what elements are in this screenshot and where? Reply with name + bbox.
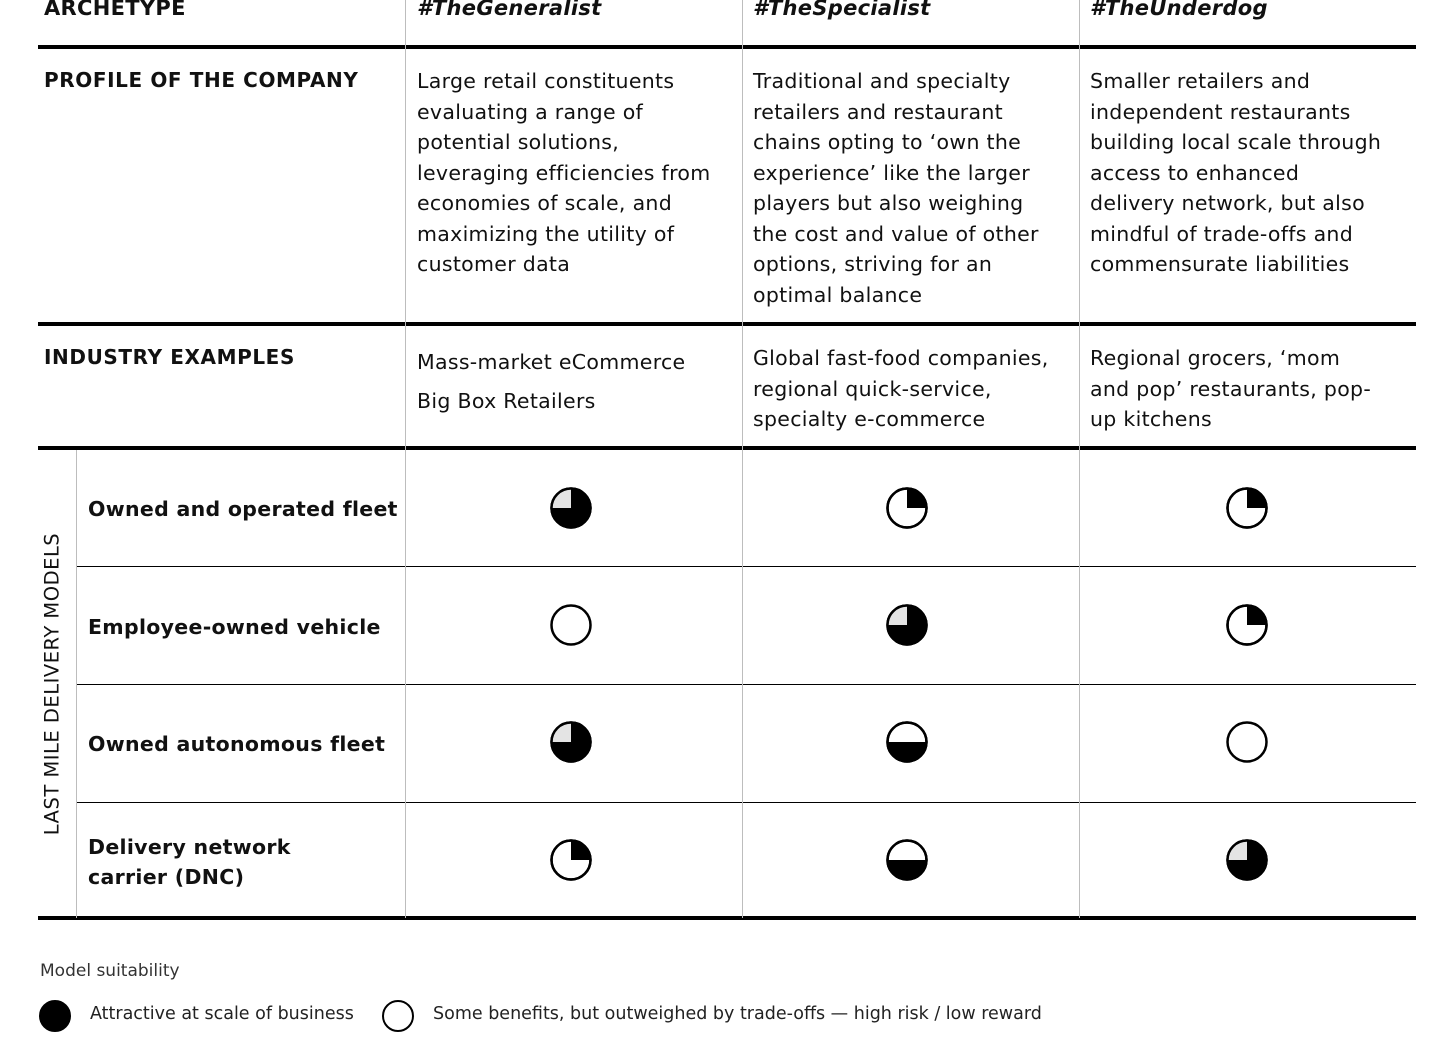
table-bottom-border [38,916,1416,920]
generalist-header: #TheGeneralist [417,0,602,20]
text-line: retailers and restaurant [753,99,1003,124]
text-line: access to enhanced [1090,160,1300,185]
profile-label: PROFILE OF THE COMPANY [44,68,359,92]
text-line: and pop’ restaurants, pop- [1090,376,1372,401]
specialist-header: #TheSpecialist [753,0,931,20]
text-line: Owned and operated fleet [88,497,398,521]
text-line: options, striving for an [753,252,993,276]
suitability-ball-icon [1225,720,1269,764]
suitability-ball-icon [549,720,593,764]
delivery-models-label: LAST MILE DELIVERY MODELS [40,532,64,836]
full-circle-icon [38,999,72,1033]
model-name [88,729,385,759]
text-line: regional quick-service, [753,376,992,401]
text-line: economies of scale, and [417,191,673,215]
column-divider [405,0,406,918]
suitability-ball-icon [549,838,593,882]
suitability-ball-icon [549,603,593,647]
suitability-ball-icon [1225,486,1269,530]
industry-specialist [753,343,1049,435]
text-line: experience’ like the larger [753,160,1030,185]
column-divider [742,0,743,918]
suitability-ball-icon [1225,838,1269,882]
text-line: Large retail constituents [417,69,675,93]
text-line: Smaller retailers and [1090,69,1311,93]
model-row-divider [77,566,1416,567]
suitability-ball-icon [885,486,929,530]
model-row-divider [77,802,1416,803]
suitability-ball-icon [885,603,929,647]
industry-generalist [417,343,685,421]
text-line: leveraging efficiencies from [417,160,711,185]
model-name [88,612,381,642]
text-line: Delivery network [88,835,291,859]
underdog-header: #TheUnderdog [1090,0,1268,20]
text-line: delivery network, but also [1090,191,1365,215]
text-line: up kitchens [1090,407,1212,431]
text-line: evaluating a range of [417,99,644,124]
suitability-ball-icon [1225,603,1269,647]
model-row-divider [77,684,1416,685]
legend-full-label: Attractive at scale of business [90,1004,354,1024]
text-line: specialty e-commerce [753,407,986,431]
model-name [88,832,291,892]
text-line: mindful of trade-offs and [1090,221,1354,246]
text-line: Regional grocers, ‘mom [1090,346,1341,370]
column-divider [1079,0,1080,918]
text-line: Big Box Retailers [417,389,596,413]
text-line: Mass-market eCommerce [417,350,686,374]
profile-specialist [753,66,1039,310]
text-line: Employee-owned vehicle [88,615,381,639]
text-line: commensurate liabilities [1090,252,1350,276]
archetype-header: ARCHETYPE [44,0,186,20]
header-divider [38,45,1416,49]
text-line: maximizing the utility of [417,221,675,246]
profile-generalist [417,66,710,280]
column-divider [76,450,77,918]
industry-divider [38,446,1416,450]
text-line: Global fast-food companies, [753,346,1049,370]
suitability-ball-icon [549,486,593,530]
ball-outline [40,1001,70,1031]
suitability-ball-icon [885,838,929,882]
profile-underdog [1090,66,1381,280]
industry-underdog [1090,343,1371,435]
empty-circle-icon [381,999,415,1033]
legend-title: Model suitability [40,961,180,981]
industry-label: INDUSTRY EXAMPLES [44,345,295,369]
text-line: Owned autonomous fleet [88,732,386,756]
text-line: carrier (DNC) [88,865,245,889]
ball-outline [1228,723,1267,762]
text-line: players but also weighing [753,191,1024,215]
ball-outline [383,1001,413,1031]
text-line: chains opting to ‘own the [753,130,1022,154]
profile-divider [38,322,1416,326]
text-line: the cost and value of other [753,221,1039,246]
text-line: Traditional and specialty [753,69,1011,93]
ball-fill [888,860,927,879]
text-line: independent restaurants [1090,99,1351,124]
model-name [88,494,398,524]
text-line: optimal balance [753,282,923,307]
legend-empty-label: Some benefits, but outweighed by trade-offs — high risk / low reward [433,1004,1042,1024]
suitability-ball-icon [885,720,929,764]
ball-fill [888,742,927,761]
text-line: customer data [417,252,571,276]
ball-outline [552,606,591,645]
text-line: building local scale through [1090,130,1382,154]
text-line: potential solutions, [417,130,620,154]
